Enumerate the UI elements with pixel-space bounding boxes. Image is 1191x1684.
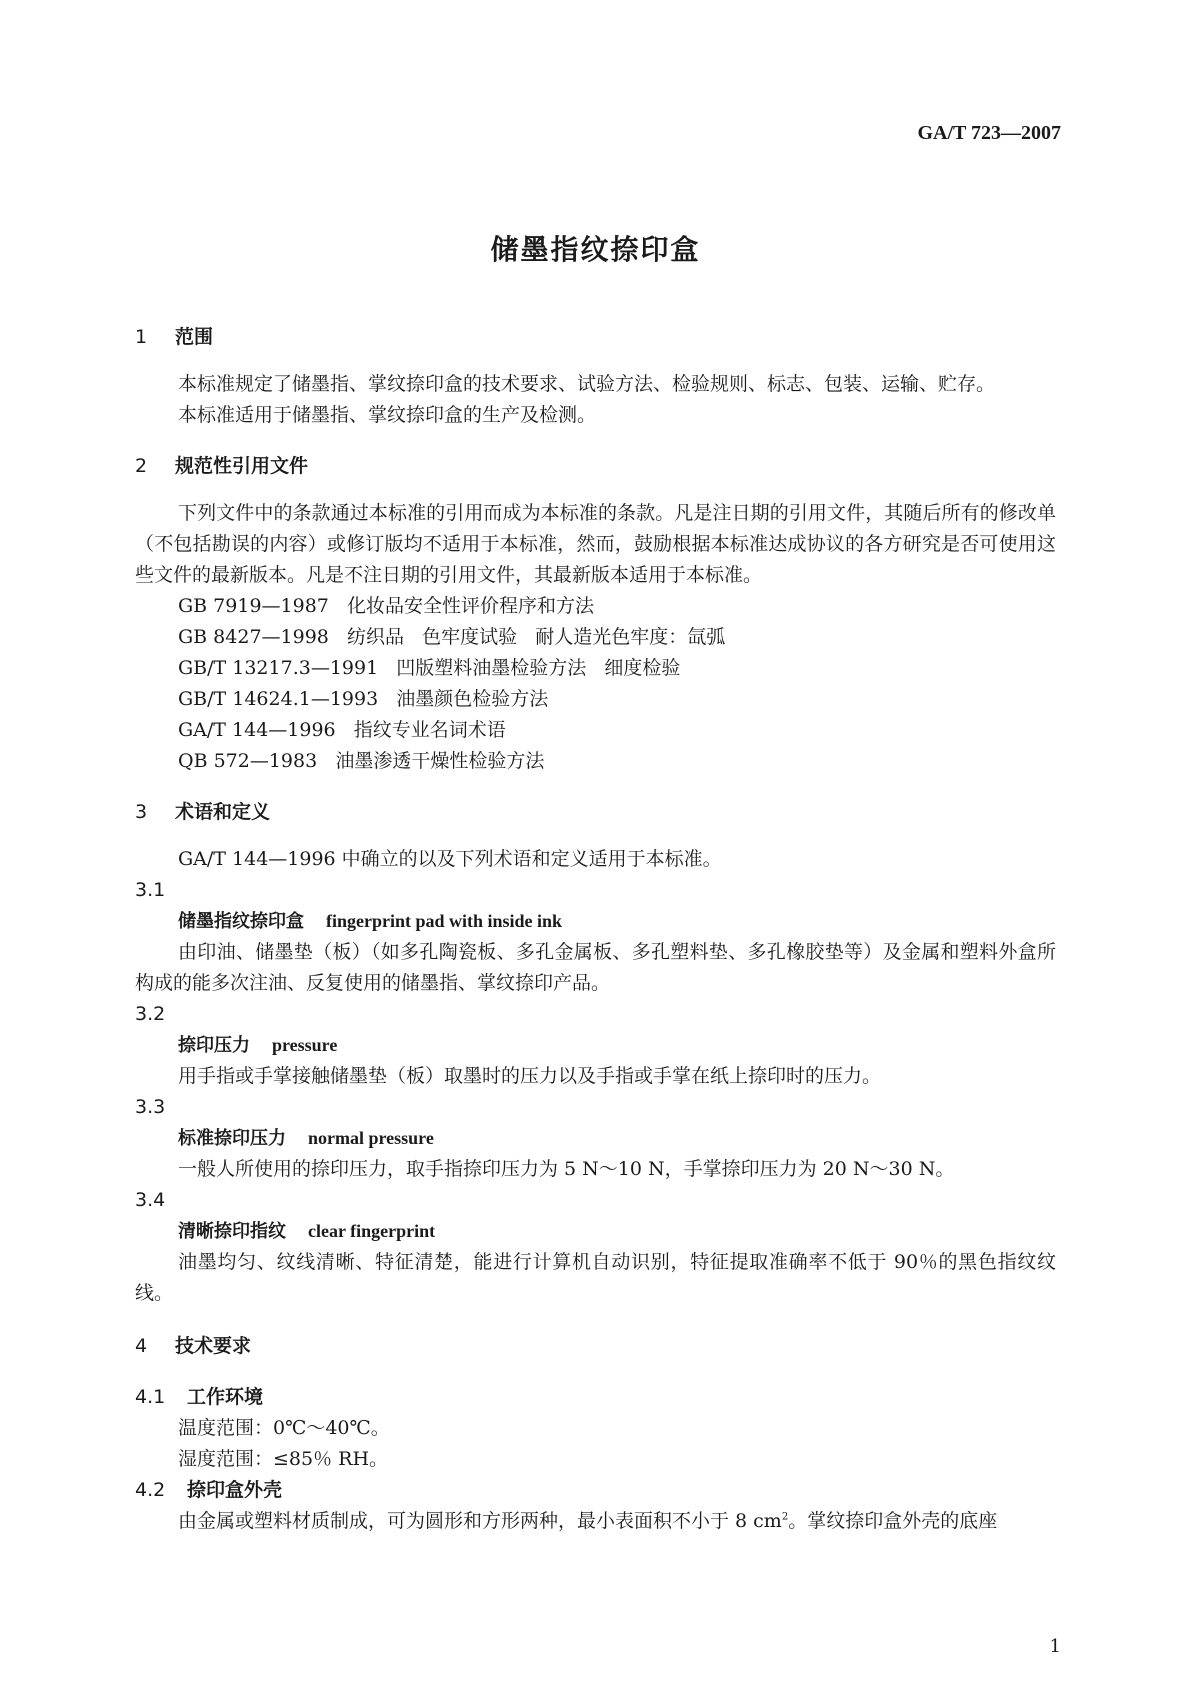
term-cn: 捺印压力 [178,1035,250,1056]
section-1-heading [135,322,1056,353]
reference-item: GB 7919—1987 化妆品安全性评价程序和方法 [178,595,595,617]
section-number: 2 [135,455,148,477]
term-cn: 标准捺印压力 [178,1128,286,1149]
paragraph: 本标准规定了储墨指、掌纹捺印盒的技术要求、试验方法、检验规则、标志、包装、运输、贮存。 [178,373,996,395]
term-definition: 由印油、储墨垫（板）（如多孔陶瓷板、多孔金属板、多孔塑料垫、多孔橡胶垫等）及金属和塑料外盒所构成的能多次注油、反复使用的储墨指、掌纹捺印产品。 [135,941,1056,994]
text-run: 由金属或塑料材质制成，可为圆形和方形两种，最小表面积不小于 8 cm [178,1510,782,1532]
paragraph: 本标准适用于储墨指、掌纹捺印盒的生产及检测。 [178,404,597,426]
text-run: 。掌纹捺印盒外壳的底座 [788,1510,998,1532]
term-cn: 清晰捺印指纹 [178,1221,286,1242]
term-number: 3.1 [135,879,166,901]
paragraph: GA/T 144—1996 中确立的以及下列术语和定义适用于本标准。 [178,848,722,870]
term-heading [135,906,1056,937]
subsection-title: 捺印盒外壳 [187,1479,283,1501]
page-number: 1 [1049,1636,1061,1657]
term-cn: 储墨指纹捺印盒 [178,911,304,932]
superscript: 2 [781,1511,789,1523]
section-2-heading [135,451,1056,482]
term-en: normal pressure [308,1128,434,1148]
paragraph: 湿度范围：≤85％ RH。 [178,1448,389,1470]
section-title: 规范性引用文件 [175,455,309,477]
term-en: clear fingerprint [308,1221,436,1241]
reference-item: GB 8427—1998 纺织品 色牢度试验 耐人造光色牢度：氙弧 [178,626,726,648]
term-definition: 油墨均匀、纹线清晰、特征清楚，能进行计算机自动识别，特征提取准确率不低于 90％的黑色指纹纹线。 [135,1251,1056,1304]
reference-item: GB/T 13217.3—1991 凹版塑料油墨检验方法 细度检验 [178,657,681,679]
term-heading [135,1123,1056,1154]
document-title: 储墨指纹捺印盒 [490,233,701,266]
term-en: fingerprint pad with inside ink [326,911,563,931]
subsection-number: 4.2 [135,1479,166,1501]
subsection-4-1-heading [135,1382,1056,1413]
term-definition: 一般人所使用的捺印压力，取手指捺印压力为 5 N～10 N，手掌捺印压力为 20 N～30 N。 [178,1158,955,1180]
paragraph: 温度范围：0℃～40℃。 [178,1417,390,1439]
subsection-number: 4.1 [135,1386,166,1408]
term-number: 3.3 [135,1096,166,1118]
subsection-title: 工作环境 [187,1386,264,1408]
section-title: 术语和定义 [175,801,271,823]
term-definition: 用手指或手掌接触储墨垫（板）取墨时的压力以及手指或手掌在纸上捺印时的压力。 [178,1065,882,1087]
paragraph [135,1506,1056,1537]
term-en: pressure [272,1035,338,1055]
term-number: 3.4 [135,1189,166,1211]
term-heading [135,1030,1056,1061]
term-heading [135,1216,1056,1247]
paragraph: 下列文件中的条款通过本标准的引用而成为本标准的条款。凡是注日期的引用文件，其随后所有的修改单（不包括勘误的内容）或修订版均不适用于本标准，然而，鼓励根据本标准达成协议的各方研究是否可使用这些文件的最新版本。凡是不注日期的引用文件，其最新版本适用于本标准。 [135,502,1056,586]
section-number: 4 [135,1335,148,1357]
subsection-4-2-heading [135,1475,1056,1506]
section-number: 3 [135,801,148,823]
reference-item: GA/T 144—1996 指纹专业名词术语 [178,719,506,741]
document-body [135,322,1056,1537]
term-number: 3.2 [135,1003,166,1025]
reference-item: GB/T 14624.1—1993 油墨颜色检验方法 [178,688,549,710]
section-3-heading [135,797,1056,828]
reference-item: QB 572—1983 油墨渗透干燥性检验方法 [178,750,545,772]
section-4-heading [135,1331,1056,1362]
section-title: 技术要求 [175,1335,252,1357]
section-title: 范围 [175,326,214,348]
section-number: 1 [135,326,148,348]
standard-code: GA/T 723—2007 [917,122,1061,144]
